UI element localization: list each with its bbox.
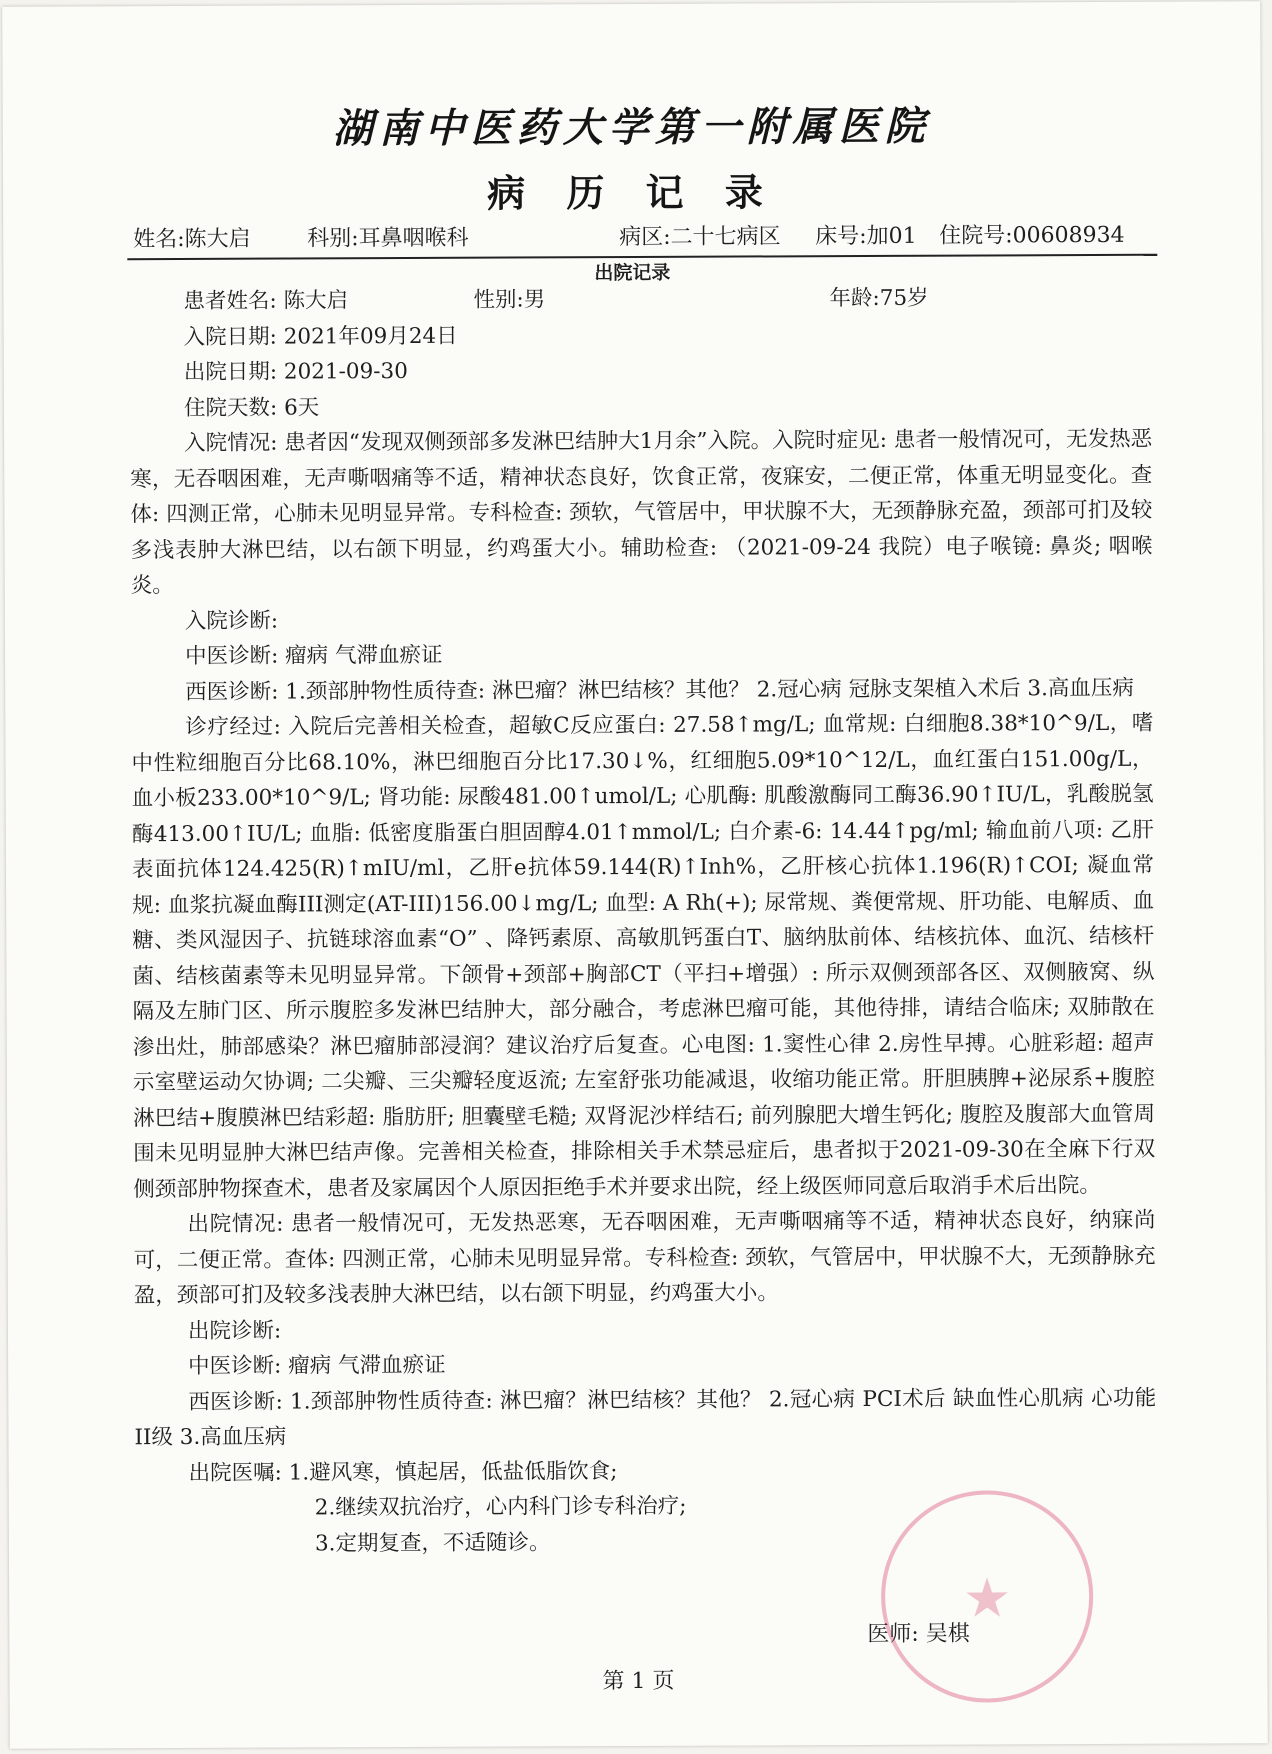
discharge-date: 出院日期: 2021-09-30	[183, 358, 408, 385]
info-admission-no: 住院号:00608934	[939, 222, 1125, 249]
info-ward: 病区:二十七病区	[619, 224, 781, 251]
info-name: 姓名:陈大启	[133, 226, 251, 253]
patient-line	[129, 280, 1151, 320]
doctor-signature: 医师: 吴棋	[867, 1621, 970, 1647]
patient-sex: 性别:男	[473, 287, 546, 313]
order-item-1: 出院医嘱: 1.避风寒，慎起居，低盐低脂饮食;	[188, 1458, 618, 1486]
admit-date-line	[130, 315, 1152, 355]
treatment-course: 诊疗经过: 入院后完善相关检查，超敏C反应蛋白: 27.58↑mg/L; 血常规: 白细胞8.38*10^9/L，嗜中性粒细胞百分比68.10%，淋巴细胞百分比17.30↓%，红细胞5.09*10^12/L，血红蛋白151.00g/L，血小板233.00*10^9/L; 肾功能: 尿酸481.00↑umol/L; 心肌酶: 肌酸激酶同工酶36.90↑IU/L，乳酸脱氢酶413.00↑IU/L; 血脂: 低密度脂蛋白胆固醇4.01↑mmol/L; 白介素-6: 14.44↑pg/ml; 输血前八项: 乙肝表面抗体124.425(R)↑mIU/ml，乙肝e抗体59.144(R)↑Inh%，乙肝核心抗体1.196(R)↑COI; 凝血常规: 血浆抗凝血酶III测定(AT-III)156.00↓mg/L; 血型: A Rh(+); 尿常规、粪便常规、肝功能、电解质、血糖、类风湿因子、抗链球溶血素“O” 、降钙素原、高敏肌钙蛋白T、脑纳肽前体、结核抗体、血沉、结核杆菌、结核菌素等未见明显异常。下颌骨+颈部+胸部CT（平扫+增强）: 所示双侧颈部各区、双侧腋窝、纵隔及左肺门区、所示腹腔多发淋巴结肿大，部分融合，考虑淋巴瘤可能，其他待排，请结合临床; 双肺散在渗出灶，肺部感染？淋巴瘤肺部浸润？建议治疗后复查。心电图: 1.窦性心律 2.房性早搏。心脏彩超: 超声示室壁运动欠协调; 二尖瓣、三尖瓣轻度返流; 左室舒张功能减退，收缩功能正常。肝胆胰脾+泌尿系+腹腔淋巴结+腹膜淋巴结彩超: 脂肪肝; 胆囊壁毛糙; 双肾泥沙样结石; 前列腺肥大增生钙化; 腹腔及腹部大血管周围未见明显肿大淋巴结声像。完善相关检查，排除相关手术禁忌症后，患者拟于2021-09-30在全麻下行双侧颈部肿物探查术，患者及家属因个人原因拒绝手术并要求出院，经上级医师同意后取消手术后出院。	[131, 710, 1156, 1202]
document-page	[2, 1, 1268, 1748]
patient-name: 患者姓名: 陈大启	[183, 288, 349, 314]
info-dept: 科别:耳鼻咽喉科	[307, 225, 469, 252]
order-item-2: 2.继续双抗治疗，心内科门诊专科治疗;	[314, 1493, 687, 1521]
admission-dx-tcm: 中医诊断: 瘤病 气滞血瘀证	[184, 642, 443, 669]
record-body	[129, 280, 1157, 1562]
discharge-dx-western: 西医诊断: 1.颈部肿物性质待查: 淋巴瘤？淋巴结核？其他？ 2.冠心病 PCI术后 缺血性心肌病 心功能II级 3.高血压病	[134, 1385, 1157, 1451]
patient-info-bar	[127, 218, 1157, 260]
info-bed: 床号:加01	[815, 223, 917, 250]
admission-status: 入院情况: 患者因“发现双侧颈部多发淋巴结肿大1月余”入院。入院时症见: 患者一般情况可，无发热恶寒，无吞咽困难，无声嘶咽痛等不适，精神状态良好，饮食正常，夜寐安，二便正常，体重无明显变化。查体: 四测正常，心肺未见明显异常。专科检查: 颈软，气管居中，甲状腺不大，无颈静脉充盈，颈部可扪及较多浅表肿大淋巴结，以右颌下明显，约鸡蛋大小。辅助检查: （2021-09-24 我院）电子喉镜: 鼻炎; 咽喉炎。	[130, 426, 1153, 599]
discharge-status: 出院情况: 患者一般情况可，无发热恶寒，无吞咽困难，无声嘶咽痛等不适，精神状态良好，纳寐尚可，二便正常。查体: 四测正常，心肺未见明显异常。专科检查: 颈软，气管居中，甲状腺不大，无颈静脉充盈，颈部可扪及较多浅表肿大淋巴结，以右颌下明显，约鸡蛋大小。	[133, 1207, 1156, 1309]
seal-star-icon: ★	[962, 1566, 1012, 1630]
admission-dx-western: 西医诊断: 1.颈部肿物性质待查: 淋巴瘤？淋巴结核？其他？ 2.冠心病 冠脉支架植入术后 3.高血压病	[185, 675, 1134, 705]
page-number: 第 1 页	[602, 1668, 675, 1695]
admission-dx-heading: 入院诊断:	[184, 608, 279, 634]
stay-days: 住院天数: 6天	[183, 394, 320, 421]
order-item-3: 3.定期复查，不适随诊。	[314, 1529, 551, 1556]
discharge-dx-tcm: 中医诊断: 瘤病 气滞血瘀证	[188, 1352, 446, 1379]
discharge-date-line	[130, 351, 1152, 391]
stay-days-line	[130, 386, 1152, 426]
section-title: 出院记录	[594, 261, 671, 285]
discharge-dx-heading: 出院诊断:	[187, 1318, 282, 1344]
record-title: 病 历 记 录	[487, 169, 777, 216]
admit-date: 入院日期: 2021年09月24日	[183, 323, 458, 350]
patient-age: 年龄:75岁	[829, 285, 929, 312]
hospital-name: 湖南中医药大学第一附属医院	[332, 103, 931, 153]
